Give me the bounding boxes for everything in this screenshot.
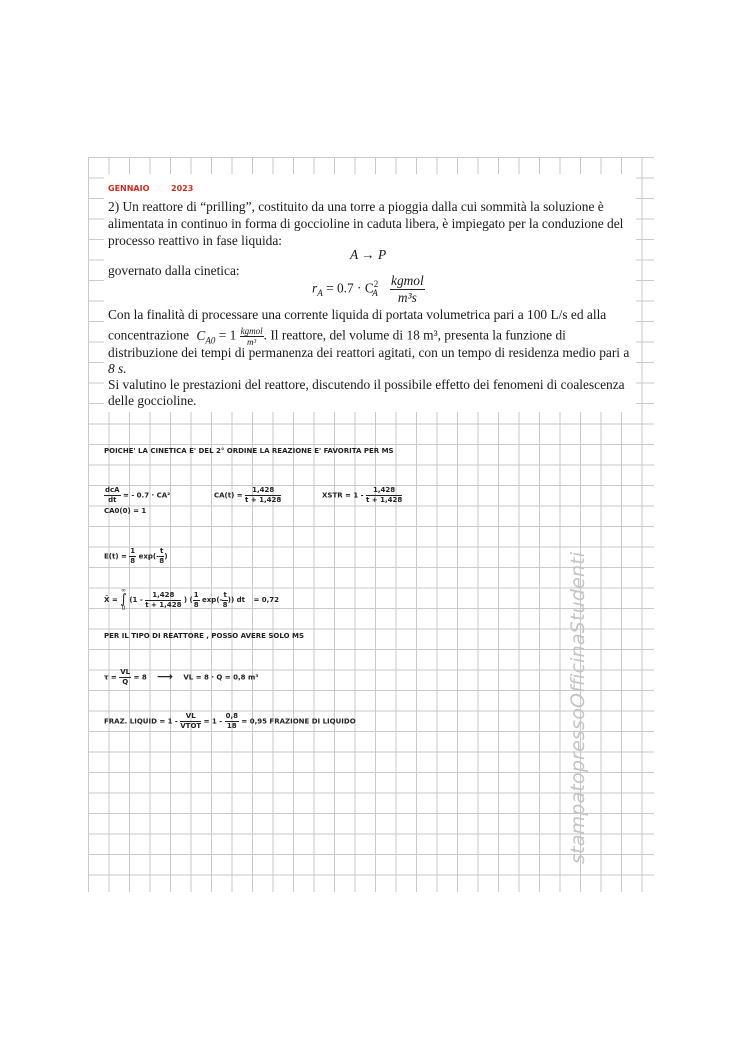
- problem-line-3: processo reattivo in fase liquida:: [108, 233, 283, 248]
- header-month: GENNAIO: [108, 184, 150, 193]
- problem-line-1: 2) Un reattore di “prilling”, costituito da una torre a pioggia dalla cui sommità la soluzione è: [108, 199, 604, 214]
- reaction-equation: A → P: [350, 247, 387, 262]
- note-reactor-type: PER IL TIPO DI REATTORE , POSSO AVERE SOLO MS: [104, 632, 304, 640]
- arrow-icon: ⟶: [157, 669, 173, 683]
- note-rtd: E(t) = $\frac{1}{8}$ exp(- $\frac{t}{8}$ ): [104, 547, 168, 565]
- watermark: stampatopressoOfficinaStudenti: [567, 551, 589, 864]
- problem-line-7: distribuzione dei tempi di permanenza dei reattori agitati, con un tempo di residenza medio pari a: [108, 345, 630, 360]
- header-year: 2023: [171, 184, 194, 193]
- problem-line-10: delle goccioline.: [108, 393, 197, 408]
- kinetics-unit: $\frac{\text{kgmol}}{\text{m³s}}$: [391, 273, 424, 305]
- note-concentration: CA(t) = $\frac{1,428}{t + 1,428}$: [214, 486, 282, 504]
- note-liquid-fraction: FRAZ. LIQUID = 1 - $\frac{VL}{\text{VTOT}}$ = 1 - $\frac{0,8}{18}$ = 0,95 FRAZIONE DI LIQUIDO: [104, 712, 356, 730]
- note-mean-conversion: X̄ = ∞ ∫ 0 (1 - $\frac{1,428}{t + 1,428}$ ) ( $\frac{1}{8}$ exp(- $\frac{t}{8}$ )) dt = 0,72: [104, 587, 280, 612]
- note-kinetics-order: POICHE' LA CINETICA E' DEL 2° ORDINE LA REAZIONE E' FAVORITA PER MS: [104, 447, 394, 455]
- problem-line-6: concentrazione $C_{A0} = 1$ $\frac{\text{kgmol}}{\text{m³}}$ . Il reattore, del volume di 18 m³, presenta la funzione di: [108, 326, 566, 347]
- problem-line-2: alimentata in continuo in forma di goccioline in caduta libera, è impiegato per la conduzione del: [108, 216, 624, 231]
- note-conversion-str: XSTR = 1 - $\frac{1,428}{t + 1,428}$: [322, 486, 403, 504]
- problem-line-9: Si valutino le prestazioni del reattore, discutendo il possibile effetto dei fenomeni di coalescenza: [108, 377, 625, 392]
- note-initial-condition: CA0(0) = 1: [104, 507, 147, 515]
- note-ode: $\frac{\text{dcA}}{dt}$ = - 0.7 · CA²: [105, 486, 171, 504]
- note-residence-time: τ = $\frac{VL}{Q}$ = 8 ⟶ VL = 8 · Q = 0,8 m³: [104, 668, 259, 686]
- problem-line-4: governato dalla cinetica:: [108, 263, 240, 278]
- problem-line-5: Con la finalità di processare una corrente liquida di portata volumetrica pari a 100 L/s ed alla: [108, 307, 607, 322]
- kinetics-equation: $r_A = 0.7 \cdot C^2_A$: [312, 279, 379, 299]
- integral-sign: ∫: [120, 592, 127, 607]
- problem-line-8: 8 s.: [108, 361, 127, 376]
